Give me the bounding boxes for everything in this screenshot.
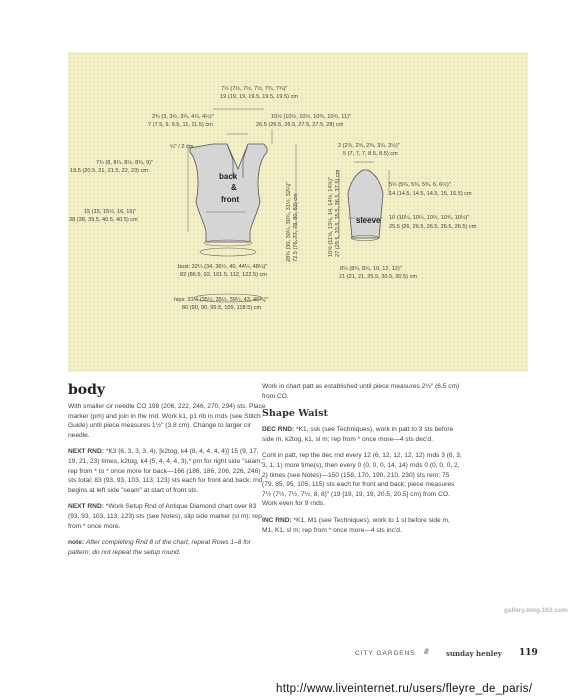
paragraph-work-chart: Work in chart patt as established until piece measures 2½" (6.5 cm) from CO. bbox=[262, 383, 460, 400]
watermark-gallery: gallery.blog.163.com bbox=[504, 607, 568, 614]
schematic-drawing bbox=[68, 52, 528, 372]
label-next-rnd-2: NEXT RND: bbox=[68, 503, 104, 511]
hips-cm: 80 (90, 90, 99.5, 109, 118.5) cm bbox=[182, 305, 262, 311]
text-column-left bbox=[68, 382, 268, 564]
upper-arm-cm: 25.5 (26, 26.5, 26.5, 26.5, 26.5) cm bbox=[389, 224, 477, 230]
sleeve-silhouette bbox=[348, 170, 383, 238]
cuff-in: 8¼ (8¼, 8¼, 10, 12, 12)" bbox=[340, 266, 402, 272]
page-number: 119 bbox=[519, 648, 538, 658]
text-column-right bbox=[262, 382, 462, 542]
neck-depth-cm: 7 (7.5, 9, 9.5, 11, 11.5) cm bbox=[148, 122, 213, 128]
label-dec-rnd: DEC RND: bbox=[262, 426, 295, 434]
text-next-rnd-2: *Work Setup Rnd of Antique Diamond chart over 83 (93, 93, 103, 113, 123) sts (see Notes), slip side marker (sl m); rep from * once more. bbox=[68, 503, 262, 530]
bust-cm: 82 (86.5, 92, 101.5, 112, 122.5) cm bbox=[180, 272, 267, 278]
cuff-cm: 21 (21, 21, 25.5, 30.5, 30.5) cm bbox=[339, 274, 418, 280]
shoulder-hem-in: 10½ (10½, 10½, 10¾, 10¾, 11)" bbox=[271, 114, 351, 120]
sleeve-length-cm: 27 (29.5, 33.5, 35.5, 36.5, 37.5) cm bbox=[335, 169, 341, 257]
top-width-cm: 19 (19, 19, 19.5, 19.5, 19.5) cm bbox=[220, 94, 299, 100]
footer-pattern-name: sunday henley bbox=[446, 649, 502, 658]
footer-slashes: //// bbox=[424, 649, 428, 656]
watermark-url: http://www.liveinternet.ru/users/fleyre_de_paris/ bbox=[276, 683, 533, 695]
waist-cm: 38 (38, 39.5, 40.5, 40.5) cm bbox=[69, 217, 138, 223]
paragraph-next-rnd-1 bbox=[68, 447, 268, 495]
label-next-rnd-1: NEXT RND: bbox=[68, 448, 104, 456]
cap-top-cm: 5 (7, 7, 7, 8.5, 8.5) cm bbox=[343, 151, 398, 157]
hips-in: hips: 31½ (35½, 35½, 39¼, 43, 46¾)" bbox=[174, 297, 268, 303]
length-in: 28¾ (30, 30¼, 30¾, 31½, 32¼)" bbox=[286, 181, 292, 262]
paragraph-dec-rnd bbox=[262, 425, 462, 444]
armhole-in: 7¾ (8, 8¼, 8½, 8¾, 9)" bbox=[96, 160, 154, 166]
cap-height-in: 5½ (5¾, 5¾, 5¾, 6, 6½)" bbox=[389, 182, 451, 188]
paragraph-next-rnd-2 bbox=[68, 502, 268, 531]
page-footer bbox=[0, 650, 581, 662]
body-label-2: & bbox=[231, 183, 237, 192]
bust-in: bust: 32¼ (34, 36¼, 40, 44¼, 48¼)" bbox=[178, 264, 268, 270]
section-heading-body: body bbox=[68, 382, 106, 398]
sleeve-length-in: 10⅝ (11⅝, 13⅛, 14, 14⅛, 14⅝)" bbox=[328, 177, 334, 257]
cap-top-in: 2 (2¾, 2¾, 2¾, 3¼, 3½)" bbox=[338, 143, 400, 149]
paragraph-cast-on: With smaller cir needle CO 198 (206, 222, 246, 270, 294) sts. Place marker (pm) and join in the rnd. Work k1, p1 rib in rnds (see Stitch Guide) until piece measures 1½" (3.8 cm). Change to larger cir needle. bbox=[68, 403, 266, 439]
cap-height-cm: 14 (14.5, 14.5, 14.5, 15, 16.5) cm bbox=[389, 191, 472, 197]
body-label-1: back bbox=[219, 172, 238, 181]
section-heading-shape-waist: Shape Waist bbox=[262, 408, 328, 420]
armhole-cm: 19.5 (20.5, 21, 21.5, 22, 23) cm bbox=[70, 168, 149, 174]
paragraph-note bbox=[68, 538, 268, 557]
footer-section: CITY GARDENS bbox=[355, 650, 416, 657]
label-note: note: bbox=[68, 539, 85, 547]
top-width-in: 7½ (7½, 7½, 7½, 7¾, 7¾)" bbox=[221, 86, 288, 92]
shoulder-drop: ¼" / 2 cm bbox=[170, 144, 194, 150]
text-dec-rnd: *K1, ssk (see Techniques), work in patt to 3 sts before side m, k2tog, k1, sl m; rep from * once more—4 sts dec'd. bbox=[262, 426, 454, 443]
schematic-panel bbox=[68, 52, 528, 372]
bust-ellipse bbox=[200, 248, 256, 256]
paragraph-cont-patt: Cont in patt, rep the dec rnd every 12 (6, 12, 12, 12, 12) rnds 3 (6, 3, 3, 1, 1) more time(s), then every 0 (0, 0, 0, 14, 14) rnds 0 (0, 0, 0, 2, 2) times (see Notes)—150 (158, 170, 190, 210, 230) sts rem; 75 (79, 85, 95, 105, 115) sts each for front and back; piece measures 7½ (7½, 7½, 7½, 8, 8)" (19 [19, 19, 19, 20.5, 20.5] cm) from CO. Work even for 9 rnds. bbox=[262, 452, 462, 508]
sleeve-label: sleeve bbox=[356, 216, 381, 225]
body-label-3: front bbox=[221, 195, 240, 204]
text-inc-rnd: *K1, M1 (see Techniques), work to 1 st before side m, M1, K1, sl m; rep from * once more—4 sts inc'd. bbox=[262, 516, 450, 534]
upper-arm-in: 10 (10¼, 10¼, 10½, 10¾, 10½)" bbox=[389, 215, 470, 221]
neck-depth-in: 2¾ (3, 3½, 3¾, 4¼, 4½)" bbox=[152, 114, 214, 120]
shoulder-hem-cm: 26.5 (26.5, 26.5, 27.5, 27.5, 28) cm bbox=[256, 122, 344, 128]
body-silhouette bbox=[190, 144, 267, 242]
text-note: After completing Rnd 8 of the chart, repeat Rows 1–8 for pattern; do not repeat the setup round. bbox=[68, 539, 251, 556]
waist-in: 15 (15, 15½, 16, 16)" bbox=[84, 209, 137, 215]
paragraph-inc-rnd bbox=[262, 516, 462, 535]
text-next-rnd-1: *K3 (6, 3, 3, 3, 4), [k2tog, k4 (8, 4, 4, 4, 4)] 15 (9, 17, 19, 21, 23) times, k2tog, k4 (5, 4, 4, 4, 3),* pm for right side "seam," rep from * to * once more for back—166 (186, 186, 206, 226, 246) sts total; 83 (93, 93, 103, 113, 123) sts each for front and back; rnd begins at left side "seam" at start of front sts. bbox=[68, 448, 265, 494]
label-inc-rnd: INC RND: bbox=[262, 516, 292, 524]
length-cm: 72.5 (76, 77, 78, 80, 82) cm bbox=[293, 193, 299, 262]
